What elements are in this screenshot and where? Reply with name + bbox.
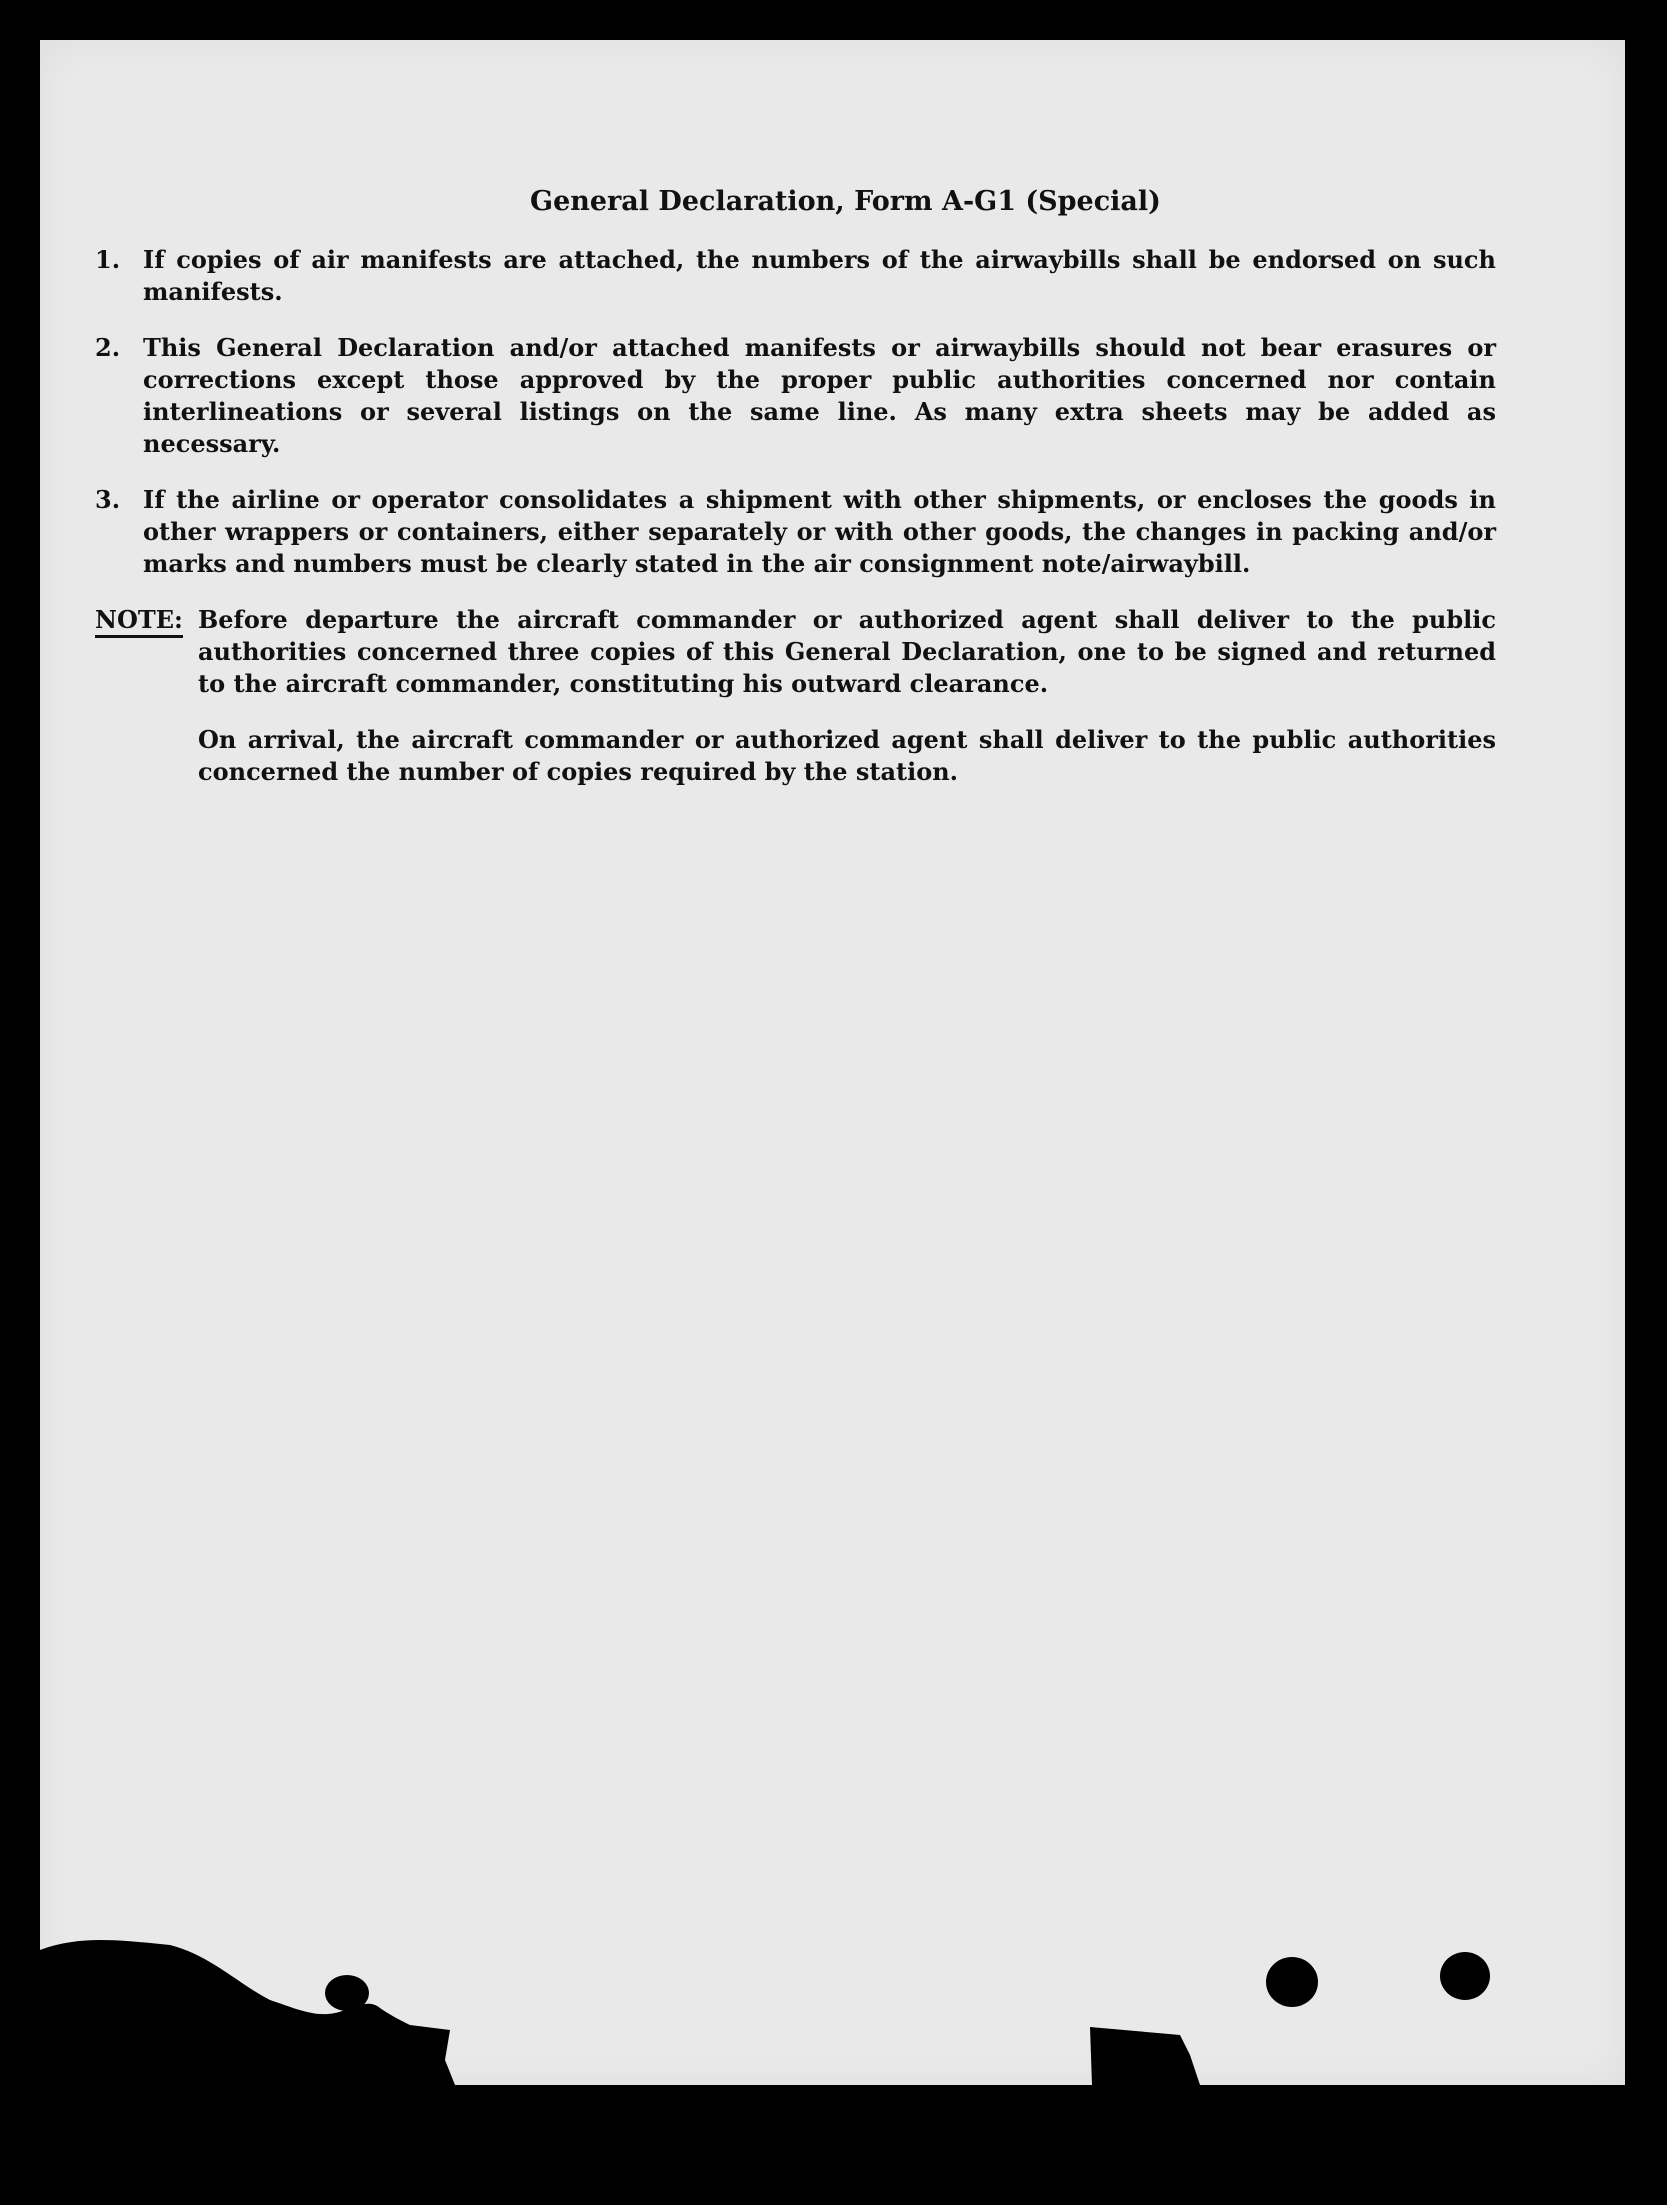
note-label	[95, 604, 198, 812]
item-number: 2.	[95, 333, 121, 362]
note-paragraph: Before departure the aircraft commander or authorized agent shall deliver to the public authorities concerned three copies of this General Declaration, one to be signed and returned to the aircraft commander, constituting his outward clearance.	[198, 605, 1496, 698]
document-title: General Declaration, Form A-G1 (Special)	[530, 186, 1161, 217]
document-content	[95, 186, 1496, 812]
note-body	[198, 604, 1496, 812]
item-number: 1.	[95, 245, 121, 274]
note-paragraph: On arrival, the aircraft commander or authorized agent shall deliver to the public authorities concerned the number of copies required by the station.	[198, 725, 1496, 786]
note-section	[95, 604, 1496, 812]
list-item	[95, 332, 1496, 460]
note-label-text: NOTE:	[95, 605, 183, 638]
list-item	[95, 244, 1496, 308]
list-item	[95, 484, 1496, 580]
item-text: If the airline or operator consolidates a shipment with other shipments, or encloses the goods in other wrappers or containers, either separately or with other goods, the changes in packing and/or marks and numbers must be clearly stated in the air consignment note/airwaybill.	[143, 485, 1496, 578]
item-text: This General Declaration and/or attached manifests or airwaybills should not bear erasures or corrections except those approved by the proper public authorities concerned nor contain interlineations or several listings on the same line. As many extra sheets may be added as necessary.	[143, 333, 1496, 458]
item-text: If copies of air manifests are attached, the numbers of the airwaybills shall be endorsed on such manifests.	[143, 245, 1496, 306]
item-number: 3.	[95, 485, 121, 514]
